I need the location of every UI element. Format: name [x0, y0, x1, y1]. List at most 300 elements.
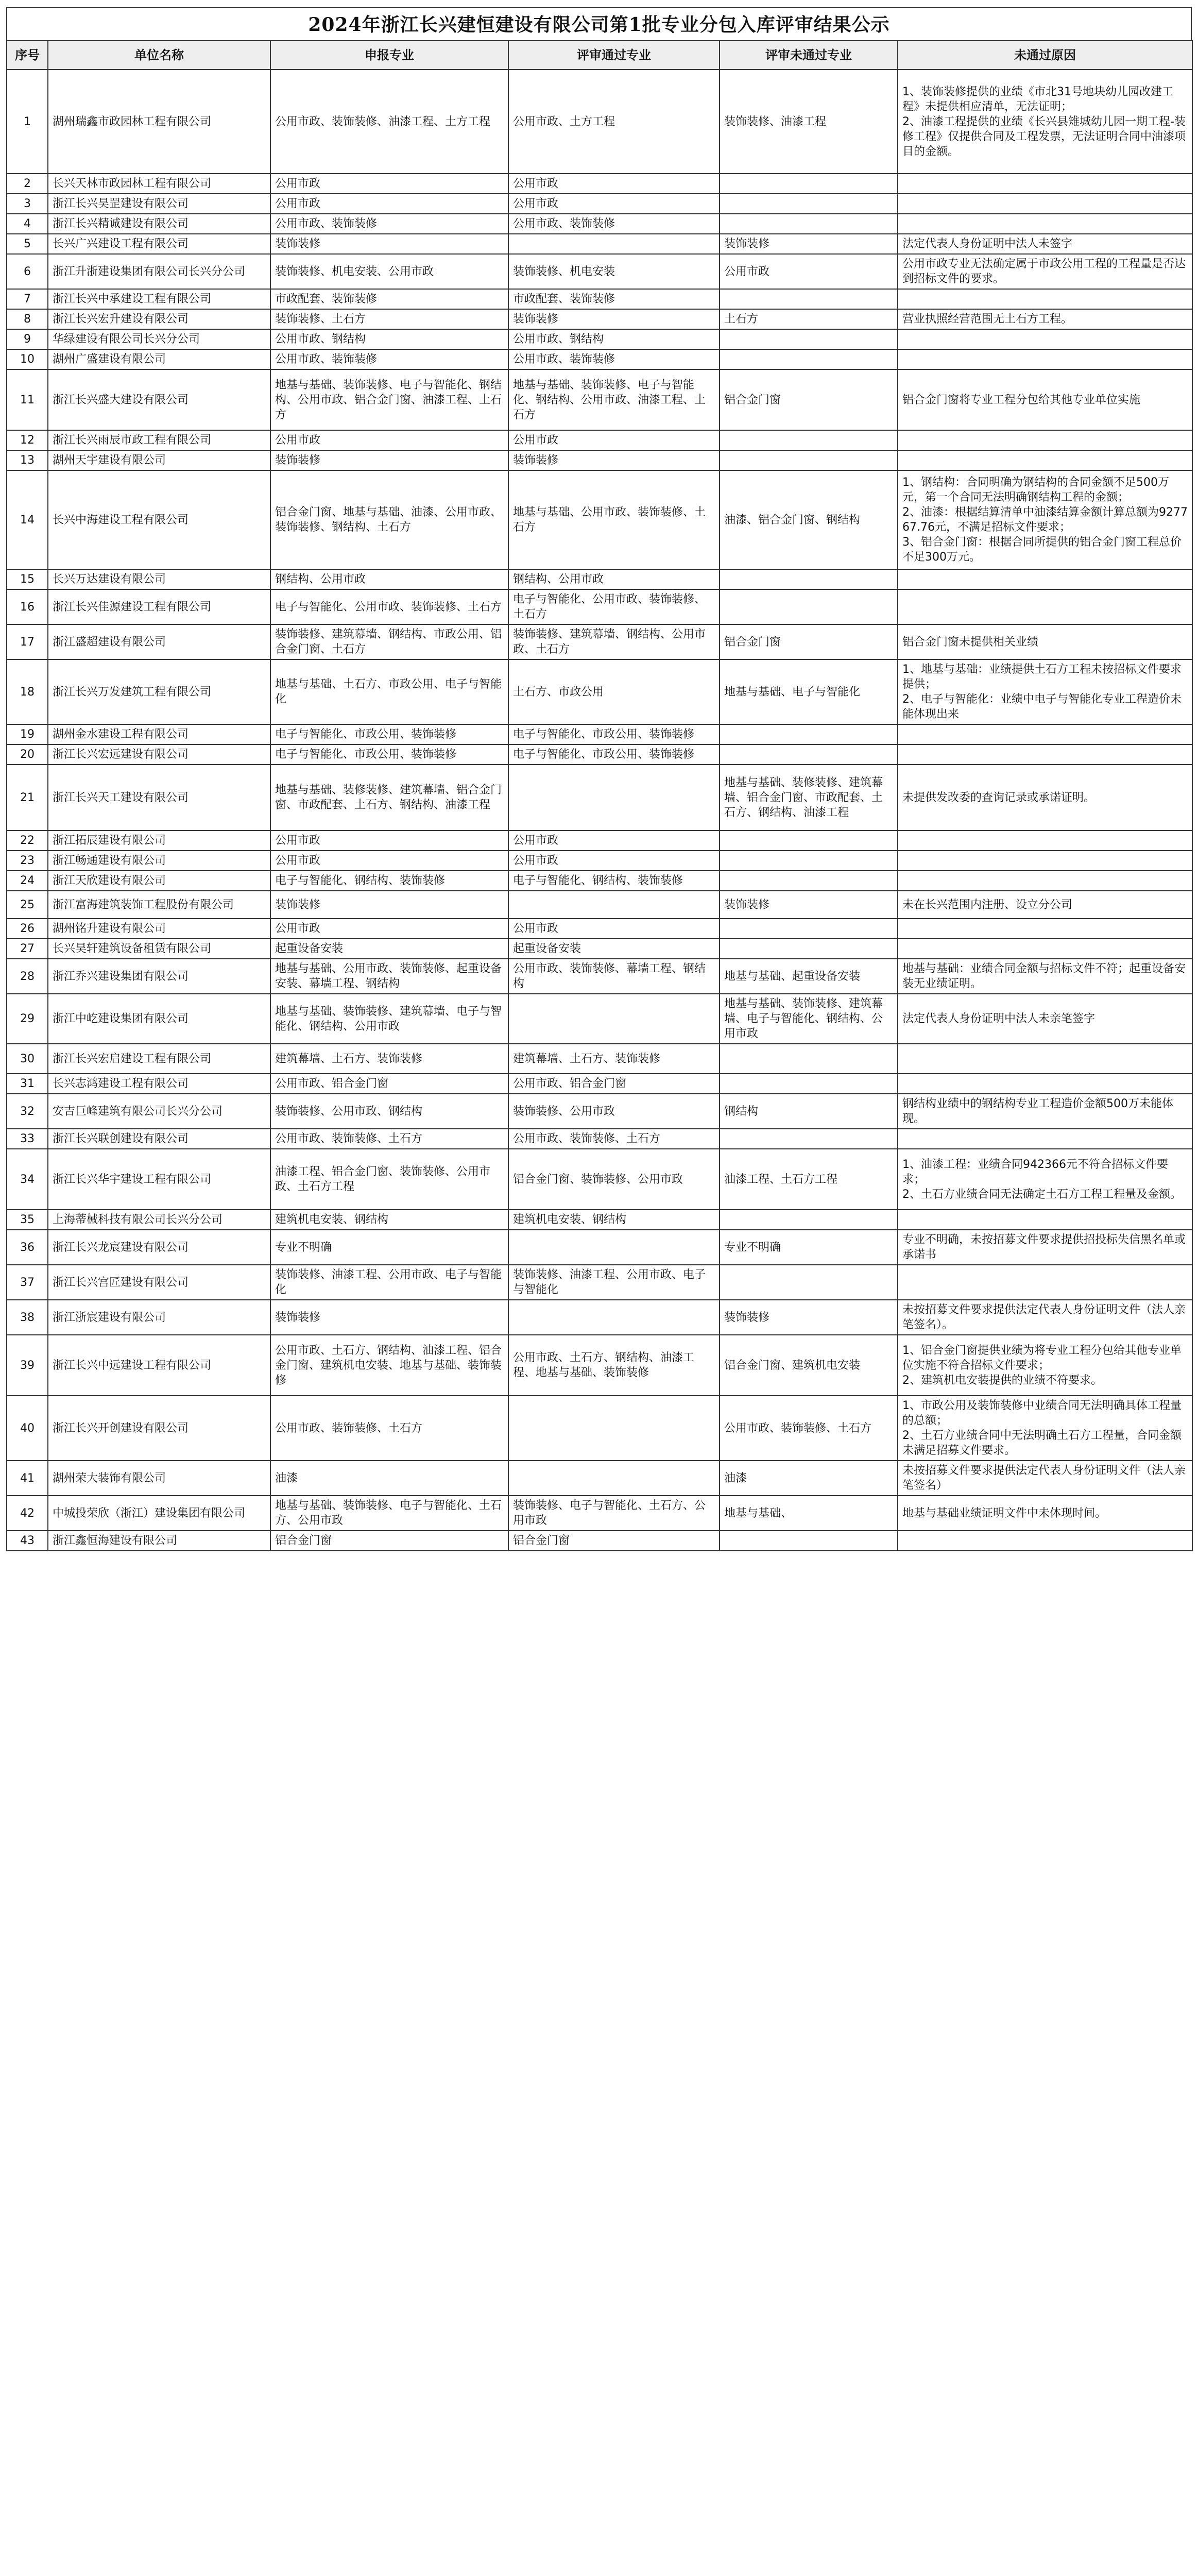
failed-specialty-cell: 装饰装修 — [720, 1300, 898, 1335]
seq-cell: 23 — [7, 851, 48, 871]
failed-specialty-cell — [720, 174, 898, 194]
unit-name-cell: 浙江长兴宏升建设有限公司 — [48, 309, 270, 329]
unit-name-cell: 浙江畅通建设有限公司 — [48, 851, 270, 871]
failed-specialty-cell — [720, 589, 898, 624]
failed-specialty-cell — [720, 1129, 898, 1149]
declared-specialty-cell: 地基与基础、装修装修、建筑幕墙、铝合金门窗、市政配套、土石方、钢结构、油漆工程 — [270, 765, 508, 831]
fail-reason-cell — [898, 1129, 1192, 1149]
failed-specialty-cell: 土石方 — [720, 309, 898, 329]
header-passed: 评审通过专业 — [508, 41, 720, 70]
unit-name-cell: 长兴昊轩建筑设备租赁有限公司 — [48, 939, 270, 959]
fail-reason-cell — [898, 831, 1192, 851]
result-sheet — [6, 7, 1192, 1551]
failed-specialty-cell: 公用市政 — [720, 254, 898, 289]
unit-name-cell: 浙江长兴佳源建设工程有限公司 — [48, 589, 270, 624]
fail-reason-cell — [898, 744, 1192, 765]
seq-cell: 9 — [7, 329, 48, 349]
fail-reason-cell — [898, 174, 1192, 194]
fail-reason-cell — [898, 430, 1192, 450]
table-row — [7, 1149, 1192, 1210]
seq-cell: 8 — [7, 309, 48, 329]
unit-name-cell: 浙江富海建筑装饰工程股份有限公司 — [48, 891, 270, 919]
failed-specialty-cell — [720, 831, 898, 851]
table-row — [7, 871, 1192, 891]
passed-specialty-cell: 公用市政、装饰装修 — [508, 214, 720, 234]
table-row — [7, 1210, 1192, 1230]
fail-reason-cell: 钢结构业绩中的钢结构专业工程造价金额500万未能体现。 — [898, 1094, 1192, 1129]
failed-specialty-cell — [720, 329, 898, 349]
failed-specialty-cell: 地基与基础、 — [720, 1496, 898, 1531]
seq-cell: 24 — [7, 871, 48, 891]
table-row — [7, 289, 1192, 309]
passed-specialty-cell: 装饰装修、公用市政 — [508, 1094, 720, 1129]
unit-name-cell: 中城投荣欣（浙江）建设集团有限公司 — [48, 1496, 270, 1531]
failed-specialty-cell: 装饰装修 — [720, 891, 898, 919]
declared-specialty-cell: 建筑机电安装、钢结构 — [270, 1210, 508, 1230]
fail-reason-cell — [898, 1265, 1192, 1300]
table-row — [7, 329, 1192, 349]
seq-cell: 6 — [7, 254, 48, 289]
passed-specialty-cell: 装饰装修 — [508, 450, 720, 470]
table-row — [7, 1396, 1192, 1461]
declared-specialty-cell: 电子与智能化、市政公用、装饰装修 — [270, 744, 508, 765]
unit-name-cell: 湖州瑞鑫市政园林工程有限公司 — [48, 70, 270, 174]
passed-specialty-cell: 公用市政、土方工程 — [508, 70, 720, 174]
passed-specialty-cell — [508, 234, 720, 254]
fail-reason-cell: 1、地基与基础：业绩提供土石方工程未按招标文件要求提供； 2、电子与智能化：业绩中电子与智能化专业工程造价未能体现出来 — [898, 659, 1192, 724]
unit-name-cell: 浙江长兴龙宸建设有限公司 — [48, 1230, 270, 1265]
failed-specialty-cell — [720, 724, 898, 744]
table-row — [7, 1044, 1192, 1074]
failed-specialty-cell — [720, 1531, 898, 1551]
fail-reason-cell: 营业执照经营范围无土石方工程。 — [898, 309, 1192, 329]
declared-specialty-cell: 油漆 — [270, 1461, 508, 1496]
declared-specialty-cell: 装饰装修 — [270, 891, 508, 919]
unit-name-cell: 浙江长兴中远建设工程有限公司 — [48, 1335, 270, 1396]
passed-specialty-cell: 公用市政、装饰装修、土石方 — [508, 1129, 720, 1149]
fail-reason-cell: 1、装饰装修提供的业绩《市北31号地块幼儿园改建工程》未提供相应清单，无法证明； 2、油漆工程提供的业绩《长兴县雉城幼儿园一期工程-装修工程》仅提供合同及工程发票，无法证明合同中油漆项目的金额。 — [898, 70, 1192, 174]
passed-specialty-cell — [508, 1230, 720, 1265]
seq-cell: 14 — [7, 470, 48, 569]
table-row — [7, 430, 1192, 450]
fail-reason-cell: 专业不明确，未按招募文件要求提供招投标失信黑名单或承诺书 — [898, 1230, 1192, 1265]
declared-specialty-cell: 公用市政 — [270, 831, 508, 851]
passed-specialty-cell — [508, 1300, 720, 1335]
declared-specialty-cell: 电子与智能化、市政公用、装饰装修 — [270, 724, 508, 744]
unit-name-cell: 浙江拓辰建设有限公司 — [48, 831, 270, 851]
declared-specialty-cell: 公用市政 — [270, 174, 508, 194]
fail-reason-cell: 未提供发改委的查询记录或承诺证明。 — [898, 765, 1192, 831]
failed-specialty-cell — [720, 851, 898, 871]
passed-specialty-cell: 钢结构、公用市政 — [508, 569, 720, 589]
failed-specialty-cell — [720, 1265, 898, 1300]
passed-specialty-cell: 电子与智能化、市政公用、装饰装修 — [508, 744, 720, 765]
table-row — [7, 254, 1192, 289]
declared-specialty-cell: 地基与基础、公用市政、装饰装修、起重设备安装、幕墙工程、钢结构 — [270, 959, 508, 994]
table-row — [7, 1094, 1192, 1129]
passed-specialty-cell: 公用市政、装饰装修 — [508, 349, 720, 369]
declared-specialty-cell: 铝合金门窗、地基与基础、油漆、公用市政、装饰装修、钢结构、土石方 — [270, 470, 508, 569]
table-row — [7, 309, 1192, 329]
table-row — [7, 659, 1192, 724]
unit-name-cell: 浙江长兴开创建设有限公司 — [48, 1396, 270, 1461]
table-row — [7, 589, 1192, 624]
fail-reason-cell: 1、钢结构：合同明确为钢结构的合同金额不足500万元，第一个合同无法明确钢结构工程的金额； 2、油漆：根据结算清单中油漆结算金额计算总额为927767.76元，不满足招标文件要求； 3、铝合金门窗：根据合同所提供的铝合金门窗工程总价不足300万元。 — [898, 470, 1192, 569]
passed-specialty-cell: 土石方、市政公用 — [508, 659, 720, 724]
declared-specialty-cell: 公用市政 — [270, 194, 508, 214]
failed-specialty-cell — [720, 430, 898, 450]
unit-name-cell: 长兴广兴建设工程有限公司 — [48, 234, 270, 254]
failed-specialty-cell — [720, 349, 898, 369]
table-row — [7, 1461, 1192, 1496]
fail-reason-cell: 1、铝合金门窗提供业绩为将专业工程分包给其他专业单位实施不符合招标文件要求； 2、建筑机电安装提供的业绩不符要求。 — [898, 1335, 1192, 1396]
table-row — [7, 194, 1192, 214]
table-row — [7, 1230, 1192, 1265]
declared-specialty-cell: 公用市政 — [270, 430, 508, 450]
unit-name-cell: 浙江长兴昊罡建设有限公司 — [48, 194, 270, 214]
table-row — [7, 1129, 1192, 1149]
table-row — [7, 349, 1192, 369]
seq-cell: 1 — [7, 70, 48, 174]
passed-specialty-cell — [508, 994, 720, 1044]
declared-specialty-cell: 装饰装修、建筑幕墙、钢结构、市政公用、铝合金门窗、土石方 — [270, 624, 508, 659]
unit-name-cell: 安吉巨峰建筑有限公司长兴分公司 — [48, 1094, 270, 1129]
seq-cell: 13 — [7, 450, 48, 470]
declared-specialty-cell: 建筑幕墙、土石方、装饰装修 — [270, 1044, 508, 1074]
fail-reason-cell — [898, 214, 1192, 234]
declared-specialty-cell: 装饰装修 — [270, 234, 508, 254]
unit-name-cell: 浙江长兴中承建设工程有限公司 — [48, 289, 270, 309]
table-row — [7, 174, 1192, 194]
passed-specialty-cell: 电子与智能化、钢结构、装饰装修 — [508, 871, 720, 891]
seq-cell: 27 — [7, 939, 48, 959]
unit-name-cell: 长兴中海建设工程有限公司 — [48, 470, 270, 569]
seq-cell: 3 — [7, 194, 48, 214]
page-title: 2024年浙江长兴建恒建设有限公司第1批专业分包入库评审结果公示 — [6, 7, 1192, 40]
results-table — [6, 40, 1193, 1551]
failed-specialty-cell — [720, 194, 898, 214]
fail-reason-cell — [898, 851, 1192, 871]
failed-specialty-cell — [720, 1210, 898, 1230]
declared-specialty-cell: 公用市政、装饰装修、油漆工程、土方工程 — [270, 70, 508, 174]
seq-cell: 7 — [7, 289, 48, 309]
failed-specialty-cell: 油漆、铝合金门窗、钢结构 — [720, 470, 898, 569]
passed-specialty-cell: 地基与基础、公用市政、装饰装修、土石方 — [508, 470, 720, 569]
failed-specialty-cell: 地基与基础、电子与智能化 — [720, 659, 898, 724]
fail-reason-cell: 公用市政专业无法确定属于市政公用工程的工程量是否达到招标文件的要求。 — [898, 254, 1192, 289]
unit-name-cell: 浙江长兴宏远建设有限公司 — [48, 744, 270, 765]
seq-cell: 40 — [7, 1396, 48, 1461]
fail-reason-cell: 未在长兴范围内注册、设立分公司 — [898, 891, 1192, 919]
table-row — [7, 744, 1192, 765]
header-row — [7, 41, 1192, 70]
table-row — [7, 1496, 1192, 1531]
seq-cell: 33 — [7, 1129, 48, 1149]
fail-reason-cell: 法定代表人身份证明中法人未亲笔签字 — [898, 994, 1192, 1044]
fail-reason-cell — [898, 349, 1192, 369]
declared-specialty-cell: 装饰装修、公用市政、钢结构 — [270, 1094, 508, 1129]
passed-specialty-cell: 起重设备安装 — [508, 939, 720, 959]
declared-specialty-cell: 地基与基础、装饰装修、电子与智能化、钢结构、公用市政、铝合金门窗、油漆工程、土石方 — [270, 369, 508, 430]
seq-cell: 35 — [7, 1210, 48, 1230]
declared-specialty-cell: 公用市政、装饰装修 — [270, 214, 508, 234]
table-row — [7, 1335, 1192, 1396]
unit-name-cell: 浙江浙宸建设有限公司 — [48, 1300, 270, 1335]
header-declared: 申报专业 — [270, 41, 508, 70]
fail-reason-cell — [898, 1531, 1192, 1551]
unit-name-cell: 浙江长兴盛大建设有限公司 — [48, 369, 270, 430]
fail-reason-cell: 未按招募文件要求提供法定代表人身份证明文件（法人亲笔签名）。 — [898, 1300, 1192, 1335]
failed-specialty-cell — [720, 1074, 898, 1094]
unit-name-cell: 浙江长兴华宇建设工程有限公司 — [48, 1149, 270, 1210]
passed-specialty-cell: 建筑幕墙、土石方、装饰装修 — [508, 1044, 720, 1074]
failed-specialty-cell: 钢结构 — [720, 1094, 898, 1129]
declared-specialty-cell: 钢结构、公用市政 — [270, 569, 508, 589]
unit-name-cell: 浙江盛超建设有限公司 — [48, 624, 270, 659]
table-row — [7, 234, 1192, 254]
failed-specialty-cell — [720, 289, 898, 309]
seq-cell: 19 — [7, 724, 48, 744]
passed-specialty-cell: 装饰装修、油漆工程、公用市政、电子与智能化 — [508, 1265, 720, 1300]
declared-specialty-cell: 公用市政 — [270, 851, 508, 871]
passed-specialty-cell: 装饰装修、建筑幕墙、钢结构、公用市政、土石方 — [508, 624, 720, 659]
seq-cell: 39 — [7, 1335, 48, 1396]
failed-specialty-cell: 装饰装修 — [720, 234, 898, 254]
failed-specialty-cell: 铝合金门窗、建筑机电安装 — [720, 1335, 898, 1396]
unit-name-cell: 浙江中屹建设集团有限公司 — [48, 994, 270, 1044]
seq-cell: 15 — [7, 569, 48, 589]
seq-cell: 37 — [7, 1265, 48, 1300]
unit-name-cell: 浙江鑫恒海建设有限公司 — [48, 1531, 270, 1551]
passed-specialty-cell — [508, 1396, 720, 1461]
unit-name-cell: 浙江乔兴建设集团有限公司 — [48, 959, 270, 994]
failed-specialty-cell — [720, 919, 898, 939]
declared-specialty-cell: 公用市政、装饰装修、土石方 — [270, 1129, 508, 1149]
unit-name-cell: 长兴志鸿建设工程有限公司 — [48, 1074, 270, 1094]
declared-specialty-cell: 装饰装修 — [270, 1300, 508, 1335]
declared-specialty-cell: 公用市政 — [270, 919, 508, 939]
failed-specialty-cell — [720, 450, 898, 470]
table-row — [7, 765, 1192, 831]
passed-specialty-cell: 公用市政 — [508, 174, 720, 194]
fail-reason-cell: 地基与基础业绩证明文件中未体现时间。 — [898, 1496, 1192, 1531]
passed-specialty-cell: 市政配套、装饰装修 — [508, 289, 720, 309]
table-row — [7, 569, 1192, 589]
declared-specialty-cell: 公用市政、装饰装修 — [270, 349, 508, 369]
fail-reason-cell — [898, 450, 1192, 470]
table-row — [7, 214, 1192, 234]
table-row — [7, 624, 1192, 659]
unit-name-cell: 湖州广盛建设有限公司 — [48, 349, 270, 369]
table-row — [7, 994, 1192, 1044]
failed-specialty-cell: 装饰装修、油漆工程 — [720, 70, 898, 174]
declared-specialty-cell: 地基与基础、装饰装修、电子与智能化、土石方、公用市政 — [270, 1496, 508, 1531]
declared-specialty-cell: 公用市政、装饰装修、土石方 — [270, 1396, 508, 1461]
passed-specialty-cell — [508, 1461, 720, 1496]
failed-specialty-cell: 铝合金门窗 — [720, 624, 898, 659]
seq-cell: 43 — [7, 1531, 48, 1551]
passed-specialty-cell: 铝合金门窗、装饰装修、公用市政 — [508, 1149, 720, 1210]
failed-specialty-cell — [720, 871, 898, 891]
failed-specialty-cell: 地基与基础、装修装修、建筑幕墙、铝合金门窗、市政配套、土石方、钢结构、油漆工程 — [720, 765, 898, 831]
table-row — [7, 891, 1192, 919]
seq-cell: 11 — [7, 369, 48, 430]
unit-name-cell: 华绿建设有限公司长兴分公司 — [48, 329, 270, 349]
seq-cell: 2 — [7, 174, 48, 194]
seq-cell: 16 — [7, 589, 48, 624]
seq-cell: 12 — [7, 430, 48, 450]
unit-name-cell: 长兴万达建设有限公司 — [48, 569, 270, 589]
declared-specialty-cell: 专业不明确 — [270, 1230, 508, 1265]
table-row — [7, 851, 1192, 871]
seq-cell: 42 — [7, 1496, 48, 1531]
declared-specialty-cell: 公用市政、土石方、钢结构、油漆工程、铝合金门窗、建筑机电安装、地基与基础、装饰装修 — [270, 1335, 508, 1396]
failed-specialty-cell — [720, 1044, 898, 1074]
unit-name-cell: 长兴天林市政园林工程有限公司 — [48, 174, 270, 194]
unit-name-cell: 浙江长兴宏启建设工程有限公司 — [48, 1044, 270, 1074]
failed-specialty-cell: 铝合金门窗 — [720, 369, 898, 430]
fail-reason-cell — [898, 1044, 1192, 1074]
table-row — [7, 1531, 1192, 1551]
declared-specialty-cell: 装饰装修、机电安装、公用市政 — [270, 254, 508, 289]
declared-specialty-cell: 电子与智能化、钢结构、装饰装修 — [270, 871, 508, 891]
seq-cell: 18 — [7, 659, 48, 724]
unit-name-cell: 浙江长兴联创建设有限公司 — [48, 1129, 270, 1149]
passed-specialty-cell: 建筑机电安装、钢结构 — [508, 1210, 720, 1230]
unit-name-cell: 浙江长兴万发建筑工程有限公司 — [48, 659, 270, 724]
declared-specialty-cell: 地基与基础、装饰装修、建筑幕墙、电子与智能化、钢结构、公用市政 — [270, 994, 508, 1044]
table-row — [7, 939, 1192, 959]
seq-cell: 20 — [7, 744, 48, 765]
unit-name-cell: 湖州金水建设工程有限公司 — [48, 724, 270, 744]
table-row — [7, 369, 1192, 430]
declared-specialty-cell: 铝合金门窗 — [270, 1531, 508, 1551]
unit-name-cell: 浙江天欣建设有限公司 — [48, 871, 270, 891]
fail-reason-cell — [898, 329, 1192, 349]
declared-specialty-cell: 公用市政、铝合金门窗 — [270, 1074, 508, 1094]
seq-cell: 30 — [7, 1044, 48, 1074]
declared-specialty-cell: 市政配套、装饰装修 — [270, 289, 508, 309]
seq-cell: 17 — [7, 624, 48, 659]
unit-name-cell: 浙江长兴宫匠建设有限公司 — [48, 1265, 270, 1300]
declared-specialty-cell: 起重设备安装 — [270, 939, 508, 959]
unit-name-cell: 浙江长兴天工建设有限公司 — [48, 765, 270, 831]
passed-specialty-cell: 装饰装修、机电安装 — [508, 254, 720, 289]
table-row — [7, 1074, 1192, 1094]
declared-specialty-cell: 公用市政、钢结构 — [270, 329, 508, 349]
declared-specialty-cell: 地基与基础、土石方、市政公用、电子与智能化 — [270, 659, 508, 724]
passed-specialty-cell: 公用市政 — [508, 851, 720, 871]
table-row — [7, 1265, 1192, 1300]
fail-reason-cell: 未按招募文件要求提供法定代表人身份证明文件（法人亲笔签名） — [898, 1461, 1192, 1496]
failed-specialty-cell: 公用市政、装饰装修、土石方 — [720, 1396, 898, 1461]
passed-specialty-cell: 公用市政 — [508, 831, 720, 851]
unit-name-cell: 湖州天宇建设有限公司 — [48, 450, 270, 470]
seq-cell: 41 — [7, 1461, 48, 1496]
seq-cell: 29 — [7, 994, 48, 1044]
fail-reason-cell: 法定代表人身份证明中法人未签字 — [898, 234, 1192, 254]
table-row — [7, 919, 1192, 939]
fail-reason-cell — [898, 939, 1192, 959]
failed-specialty-cell: 地基与基础、装饰装修、建筑幕墙、电子与智能化、钢结构、公用市政 — [720, 994, 898, 1044]
passed-specialty-cell: 电子与智能化、市政公用、装饰装修 — [508, 724, 720, 744]
declared-specialty-cell: 装饰装修 — [270, 450, 508, 470]
passed-specialty-cell: 装饰装修 — [508, 309, 720, 329]
fail-reason-cell — [898, 289, 1192, 309]
header-failed: 评审未通过专业 — [720, 41, 898, 70]
passed-specialty-cell: 铝合金门窗 — [508, 1531, 720, 1551]
failed-specialty-cell — [720, 939, 898, 959]
fail-reason-cell: 1、油漆工程：业绩合同942366元不符合招标文件要求； 2、土石方业绩合同无法确定土石方工程工程量及金额。 — [898, 1149, 1192, 1210]
declared-specialty-cell: 油漆工程、铝合金门窗、装饰装修、公用市政、土石方工程 — [270, 1149, 508, 1210]
failed-specialty-cell: 油漆 — [720, 1461, 898, 1496]
fail-reason-cell — [898, 589, 1192, 624]
failed-specialty-cell — [720, 214, 898, 234]
seq-cell: 25 — [7, 891, 48, 919]
header-seq: 序号 — [7, 41, 48, 70]
passed-specialty-cell: 地基与基础、装饰装修、电子与智能化、钢结构、公用市政、油漆工程、土石方 — [508, 369, 720, 430]
unit-name-cell: 浙江升浙建设集团有限公司长兴分公司 — [48, 254, 270, 289]
table-row — [7, 724, 1192, 744]
fail-reason-cell — [898, 1210, 1192, 1230]
passed-specialty-cell — [508, 765, 720, 831]
failed-specialty-cell: 地基与基础、起重设备安装 — [720, 959, 898, 994]
passed-specialty-cell: 公用市政 — [508, 919, 720, 939]
failed-specialty-cell — [720, 569, 898, 589]
seq-cell: 34 — [7, 1149, 48, 1210]
fail-reason-cell — [898, 569, 1192, 589]
table-row — [7, 959, 1192, 994]
seq-cell: 4 — [7, 214, 48, 234]
fail-reason-cell: 铝合金门窗未提供相关业绩 — [898, 624, 1192, 659]
failed-specialty-cell: 专业不明确 — [720, 1230, 898, 1265]
unit-name-cell: 浙江长兴精诚建设有限公司 — [48, 214, 270, 234]
fail-reason-cell — [898, 724, 1192, 744]
declared-specialty-cell: 装饰装修、土石方 — [270, 309, 508, 329]
seq-cell: 32 — [7, 1094, 48, 1129]
passed-specialty-cell: 电子与智能化、公用市政、装饰装修、土石方 — [508, 589, 720, 624]
header-unit: 单位名称 — [48, 41, 270, 70]
fail-reason-cell: 1、市政公用及装饰装修中业绩合同无法明确具体工程量的总额； 2、土石方业绩合同中无法明确土石方工程量，合同金额未满足招募文件要求。 — [898, 1396, 1192, 1461]
seq-cell: 31 — [7, 1074, 48, 1094]
declared-specialty-cell: 装饰装修、油漆工程、公用市政、电子与智能化 — [270, 1265, 508, 1300]
fail-reason-cell: 铝合金门窗将专业工程分包给其他专业单位实施 — [898, 369, 1192, 430]
passed-specialty-cell: 公用市政 — [508, 430, 720, 450]
table-row — [7, 450, 1192, 470]
unit-name-cell: 上海蒂械科技有限公司长兴分公司 — [48, 1210, 270, 1230]
unit-name-cell: 湖州荣大装饰有限公司 — [48, 1461, 270, 1496]
fail-reason-cell — [898, 871, 1192, 891]
fail-reason-cell — [898, 919, 1192, 939]
seq-cell: 5 — [7, 234, 48, 254]
seq-cell: 38 — [7, 1300, 48, 1335]
seq-cell: 21 — [7, 765, 48, 831]
passed-specialty-cell: 公用市政、装饰装修、幕墙工程、钢结构 — [508, 959, 720, 994]
unit-name-cell: 湖州铭升建设有限公司 — [48, 919, 270, 939]
passed-specialty-cell: 公用市政、铝合金门窗 — [508, 1074, 720, 1094]
seq-cell: 22 — [7, 831, 48, 851]
fail-reason-cell — [898, 1074, 1192, 1094]
seq-cell: 28 — [7, 959, 48, 994]
table-row — [7, 70, 1192, 174]
fail-reason-cell: 地基与基础：业绩合同金额与招标文件不符；起重设备安装无业绩证明。 — [898, 959, 1192, 994]
passed-specialty-cell: 装饰装修、电子与智能化、土石方、公用市政 — [508, 1496, 720, 1531]
seq-cell: 36 — [7, 1230, 48, 1265]
passed-specialty-cell — [508, 891, 720, 919]
failed-specialty-cell: 油漆工程、土石方工程 — [720, 1149, 898, 1210]
failed-specialty-cell — [720, 744, 898, 765]
unit-name-cell: 浙江长兴雨辰市政工程有限公司 — [48, 430, 270, 450]
